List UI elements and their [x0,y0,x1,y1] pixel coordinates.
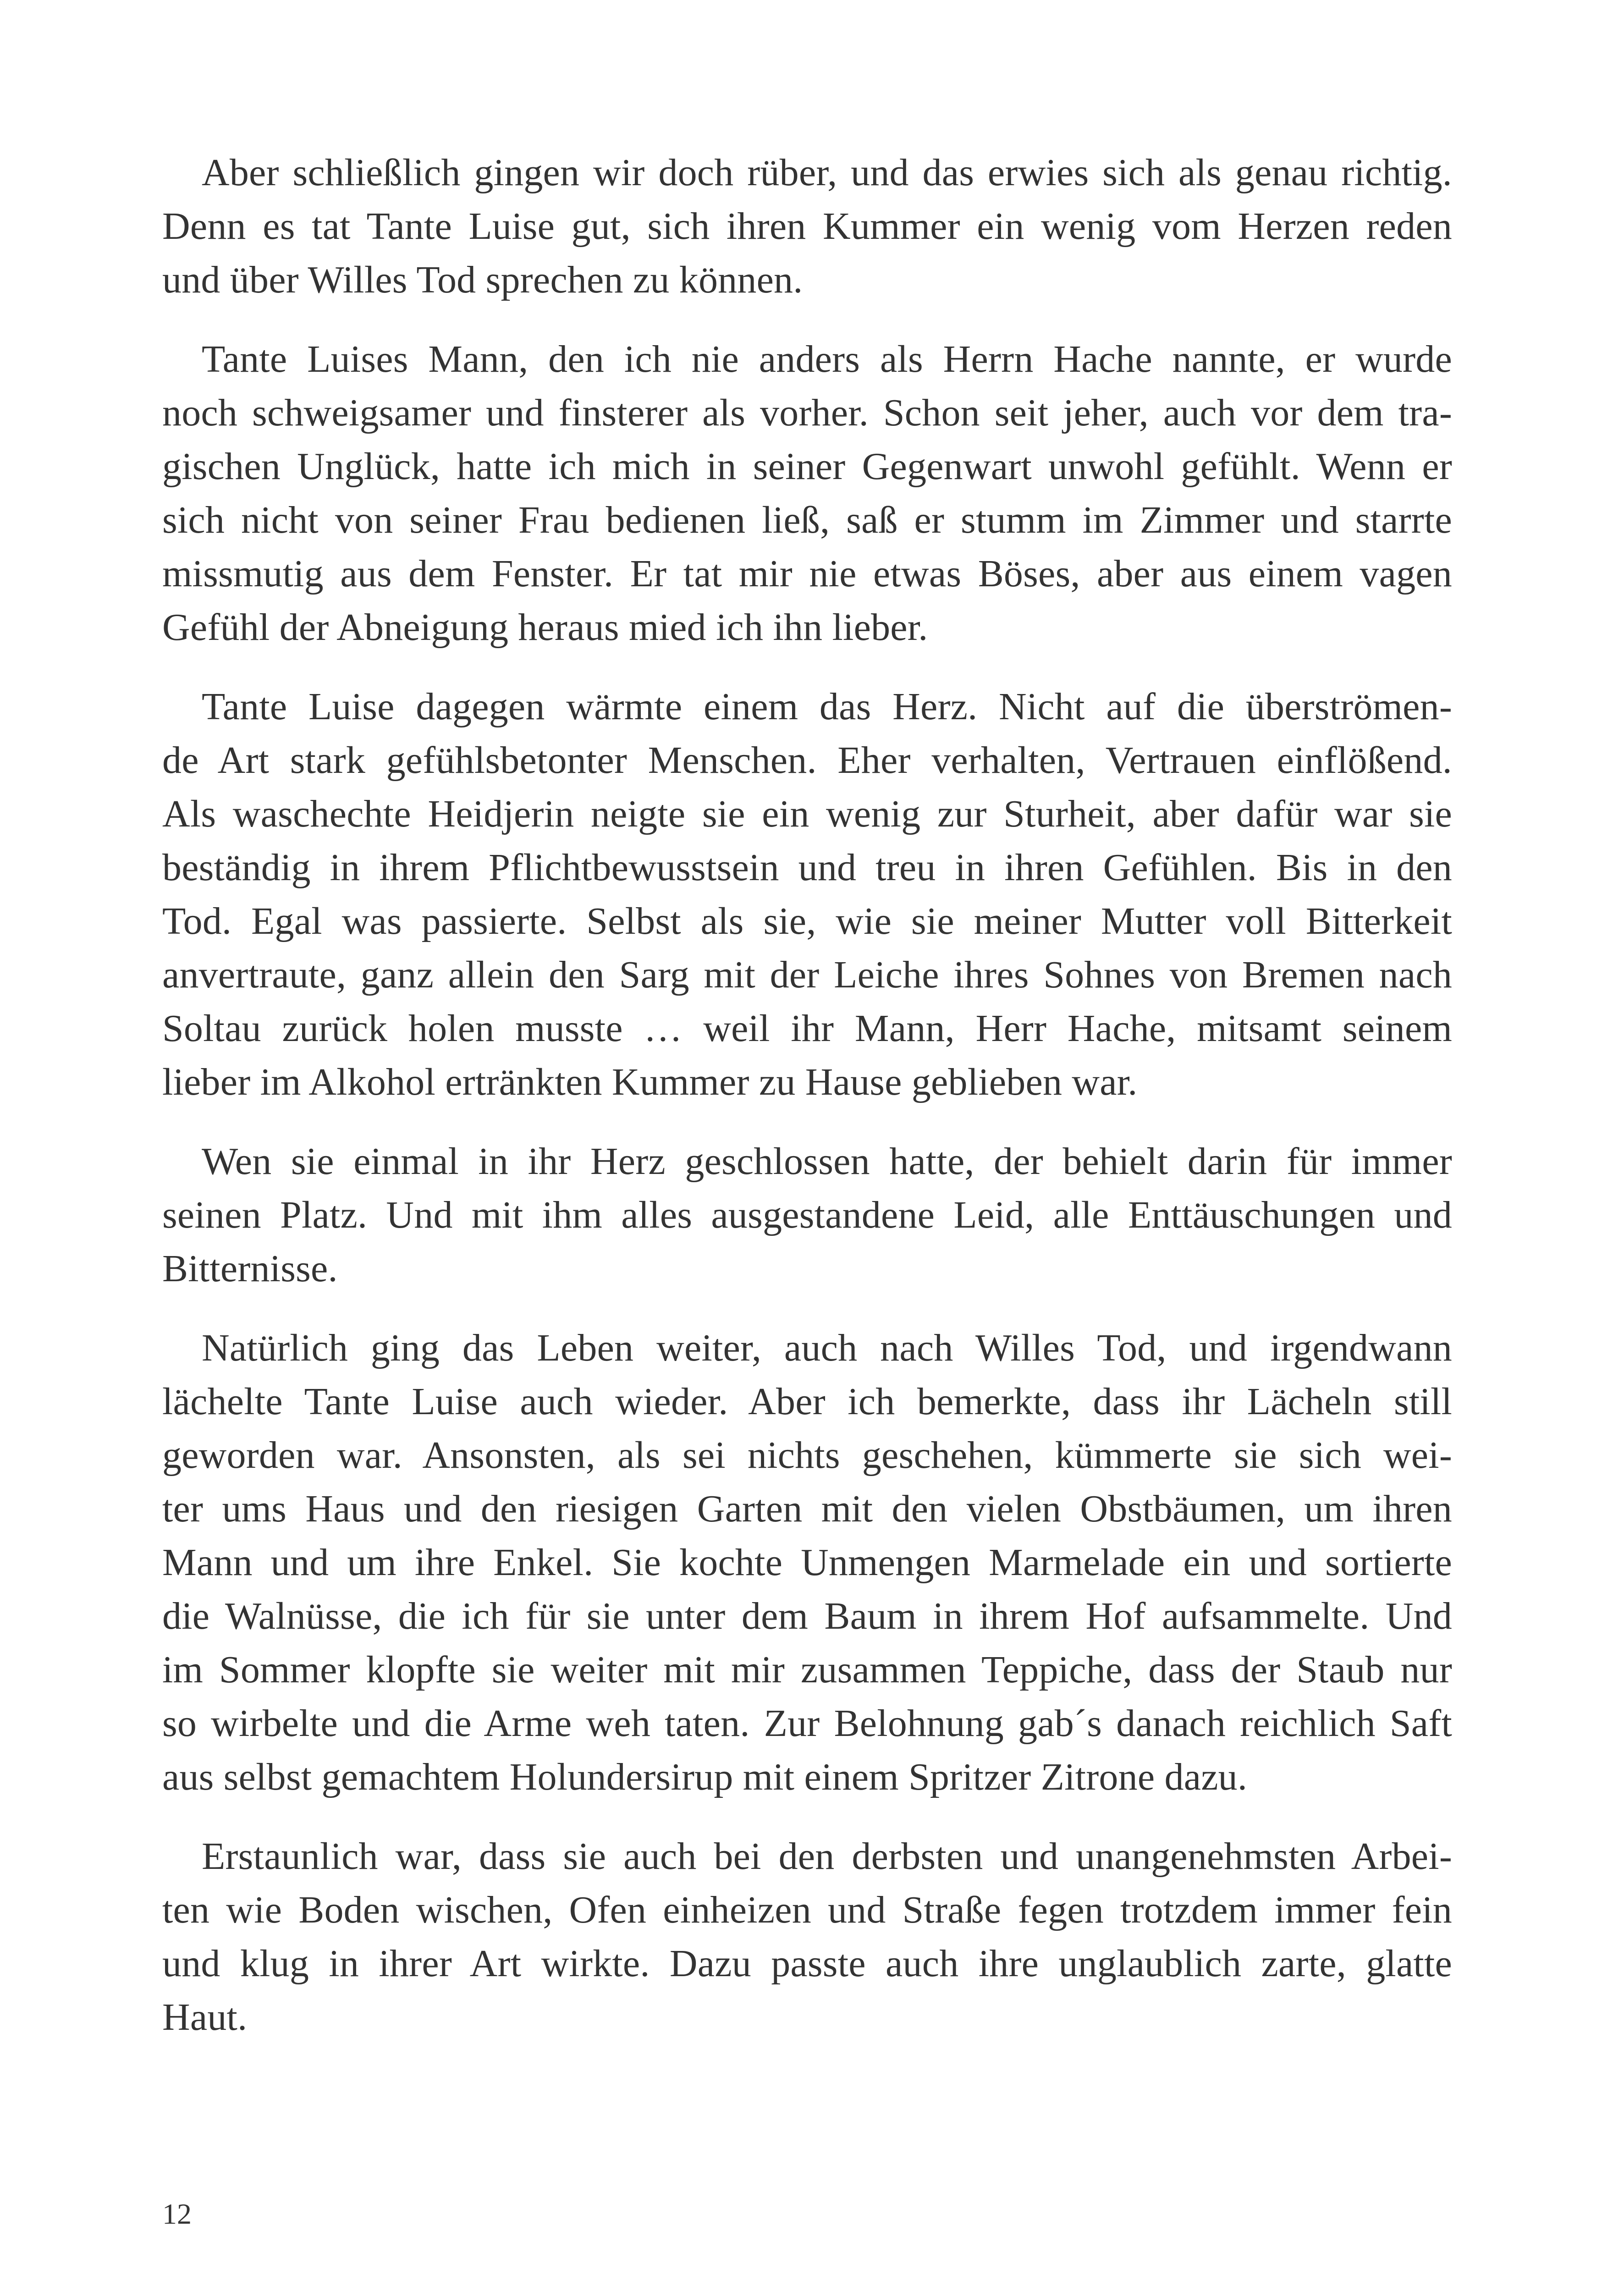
text-line: lächelte Tante Luise auch wieder. Aber ich bemerkte, dass ihr Lächeln still [162,1380,1452,1423]
text-line: und klug in ihrer Art wirkte. Dazu passte auch ihre unglaublich zarte, glatte [162,1942,1452,1985]
text-line: Als waschechte Heidjerin neigte sie ein wenig zur Sturheit, aber dafür war sie [162,793,1452,835]
text-line: de Art stark gefühlsbetonter Menschen. Eher verhalten, Vertrauen einflößend. [162,739,1452,782]
paragraph [162,1321,1452,1804]
text-line: Gefühl der Abneigung heraus mied ich ihn lieber. [162,606,928,649]
text-line: im Sommer klopfte sie weiter mit mir zusammen Teppiche, dass der Staub nur [162,1648,1452,1691]
text-line: Tod. Egal was passierte. Selbst als sie, wie sie meiner Mutter voll Bitterkeit [162,900,1452,942]
paragraph [162,680,1452,1109]
text-line: Denn es tat Tante Luise gut, sich ihren Kummer ein wenig vom Herzen reden [162,205,1452,248]
page-number: 12 [162,2198,192,2230]
text-line: seinen Platz. Und mit ihm alles ausgestandene Leid, alle Enttäuschungen und [162,1194,1452,1236]
text-line: Bitternisse. [162,1247,338,1290]
text-line: Aber schließlich gingen wir doch rüber, und das erwies sich als genau richtig. [202,151,1452,194]
text-line: Haut. [162,1996,248,2039]
text-line: ten wie Boden wischen, Ofen einheizen und Straße fegen trotzdem immer fein [162,1889,1452,1931]
text-line: geworden war. Ansonsten, als sei nichts geschehen, kümmerte sie sich wei- [162,1434,1452,1477]
text-line: lieber im Alkohol ertränkten Kummer zu Hause geblieben war. [162,1061,1138,1103]
paragraph [162,1829,1452,2044]
text-line: die Walnüsse, die ich für sie unter dem Baum in ihrem Hof aufsammelte. Und [162,1595,1452,1637]
text-line: gischen Unglück, hatte ich mich in seiner Gegenwart unwohl gefühlt. Wenn er [162,445,1452,488]
text-line: Wen sie einmal in ihr Herz geschlossen hatte, der behielt darin für immer [202,1140,1452,1183]
text-line: Mann und um ihre Enkel. Sie kochte Unmengen Marmelade ein und sortierte [162,1541,1452,1584]
paragraph [162,146,1452,307]
text-line: beständig in ihrem Pflichtbewusstsein und treu in ihren Gefühlen. Bis in den [162,846,1452,889]
text-line: und über Willes Tod sprechen zu können. [162,259,803,301]
text-line: so wirbelte und die Arme weh taten. Zur Belohnung gab´s danach reichlich Saft [162,1702,1452,1745]
text-line: noch schweigsamer und finsterer als vorher. Schon seit jeher, auch vor dem tra- [162,391,1452,434]
text-line: Soltau zurück holen musste … weil ihr Mann, Herr Hache, mitsamt seinem [162,1007,1452,1050]
text-line: Tante Luise dagegen wärmte einem das Herz. Nicht auf die überströmen- [202,685,1452,728]
paragraph [162,1135,1452,1295]
paragraph [162,332,1452,654]
body-text [162,146,1452,2070]
text-line: sich nicht von seiner Frau bedienen ließ, saß er stumm im Zimmer und starrte [162,499,1452,541]
text-line: Tante Luises Mann, den ich nie anders als Herrn Hache nannte, er wurde [202,338,1452,380]
text-line: Natürlich ging das Leben weiter, auch nach Willes Tod, und irgendwann [202,1327,1452,1369]
text-line: anvertraute, ganz allein den Sarg mit der Leiche ihres Sohnes von Bremen nach [162,953,1452,996]
text-line: aus selbst gemachtem Holundersirup mit einem Spritzer Zitrone dazu. [162,1756,1248,1798]
text-line: Erstaunlich war, dass sie auch bei den derbsten und unangenehmsten Arbei- [202,1835,1452,1878]
text-line: missmutig aus dem Fenster. Er tat mir nie etwas Böses, aber aus einem vagen [162,552,1452,595]
text-line: ter ums Haus und den riesigen Garten mit den vielen Obstbäumen, um ihren [162,1488,1452,1530]
